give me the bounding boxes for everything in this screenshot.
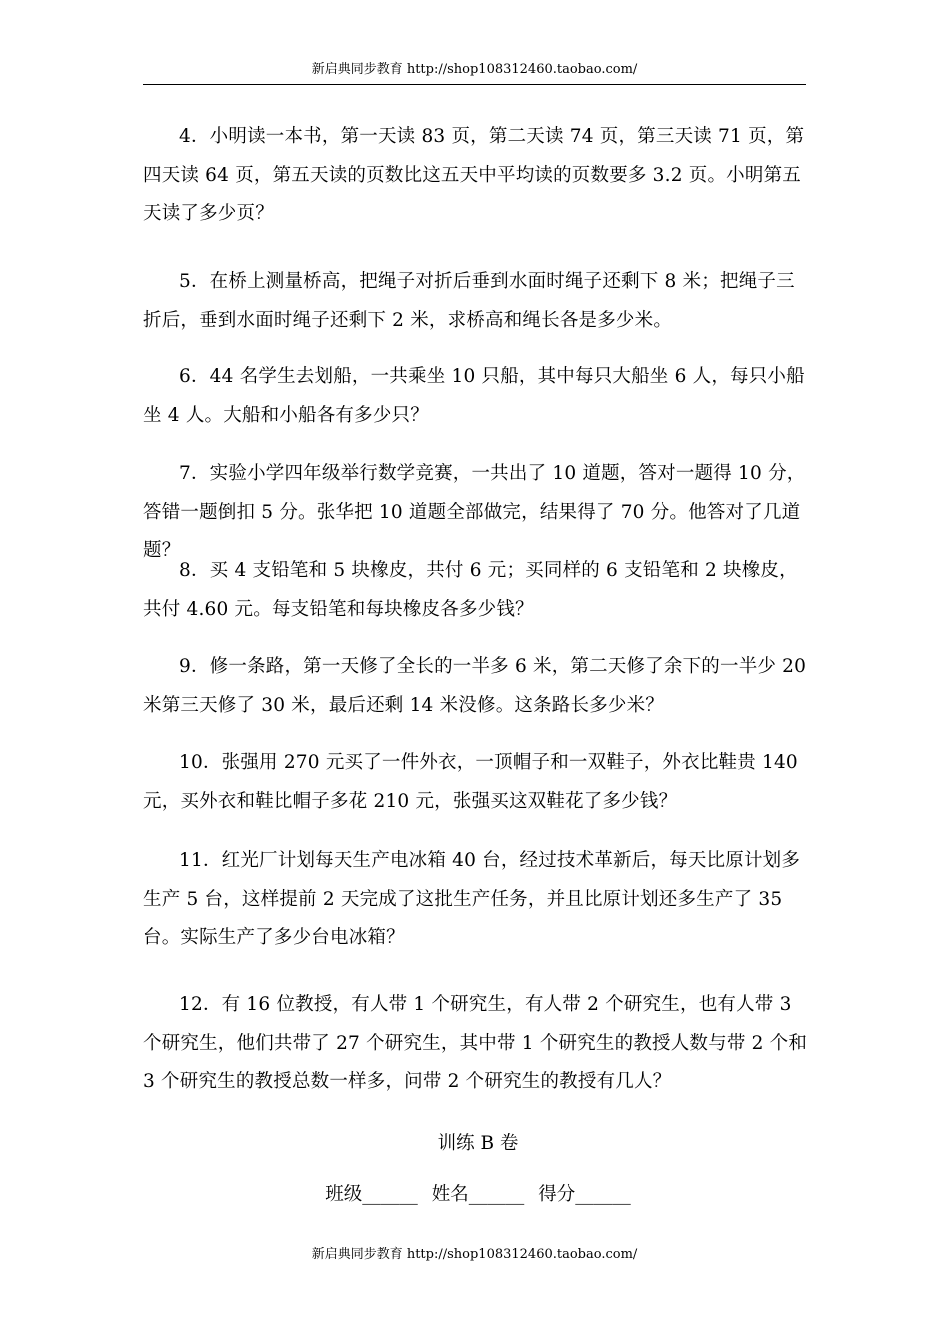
page-header: 新启典同步教育 http://shop108312460.taobao.com/: [311, 62, 638, 77]
header-divider: [143, 84, 806, 85]
problem-6: 6．44 名学生去划船，一共乘坐 10 只船，其中每只大船坐 6 人，每只小船坐 4 人。大船和小船各有多少只？: [143, 366, 805, 426]
problem-5: 5．在桥上测量桥高，把绳子对折后垂到水面时绳子还剩下 8 米；把绳子三折后，垂到水面时绳子还剩下 2 米，求桥高和绳长各是多少米。: [143, 271, 795, 331]
problem-7: 7．实验小学四年级举行数学竞赛，一共出了 10 道题，答对一题得 10 分，答错一题倒扣 5 分。张华把 10 道题全部做完，结果得了 70 分。他答对了几道题？: [143, 463, 806, 561]
section-title: 训练 B 卷: [437, 1133, 519, 1154]
problem-12: 12．有 16 位教授，有人带 1 个研究生，有人带 2 个研究生，也有人带 3 个研究生，他们共带了 27 个研究生，其中带 1 个研究生的教授人数与带 2 个和 3 个研究生的教授总数一样多，问带 2 个研究生的教授有几人？: [143, 994, 808, 1092]
page-footer: 新启典同步教育 http://shop108312460.taobao.com/: [311, 1247, 638, 1262]
student-info-line: [143, 1182, 813, 1208]
name-field-label: 姓名______: [431, 1184, 525, 1205]
problem-11: 11．红光厂计划每天生产电冰箱 40 台，经过技术革新后，每天比原计划多生产 5 台，这样提前 2 天完成了这批生产任务，并且比原计划还多生产了 35 台。实际生产了多少台电冰箱？: [143, 850, 801, 948]
class-field-label: 班级______: [325, 1184, 418, 1205]
problem-4: 4．小明读一本书，第一天读 83 页，第二天读 74 页，第三天读 71 页，第四天读 64 页，第五天读的页数比这五天中平均读的页数要多 3.2 页。小明第五天读了多少页？: [143, 126, 805, 224]
score-field-label: 得分______: [538, 1184, 631, 1205]
problem-10: 10．张强用 270 元买了一件外衣，一顶帽子和一双鞋子，外衣比鞋贵 140 元，买外衣和鞋比帽子多花 210 元，张强买这双鞋花了多少钱？: [143, 752, 798, 812]
problem-8: 8．买 4 支铅笔和 5 块橡皮，共付 6 元；买同样的 6 支铅笔和 2 块橡皮，共付 4.60 元。每支铅笔和每块橡皮各多少钱？: [143, 560, 798, 620]
problem-9: 9．修一条路，第一天修了全长的一半多 6 米，第二天修了余下的一半少 20 米第三天修了 30 米，最后还剩 14 米没修。这条路长多少米？: [143, 656, 807, 716]
